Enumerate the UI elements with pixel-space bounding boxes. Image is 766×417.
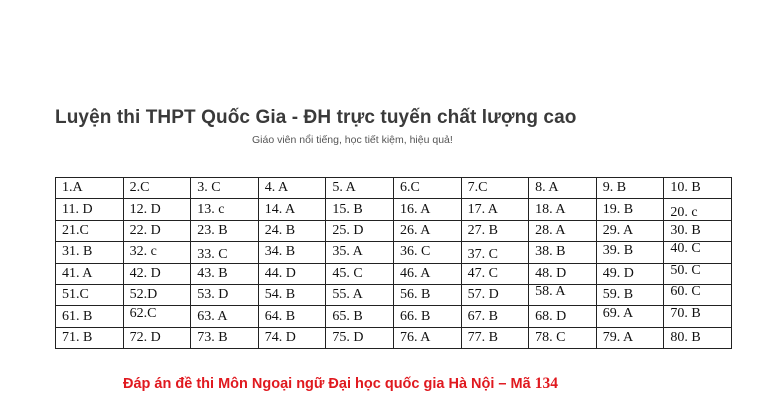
answer-cell: 72. D	[123, 327, 191, 348]
answer-cell: 38. B	[529, 242, 597, 263]
answer-key-table	[55, 177, 732, 349]
answer-cell: 61. B	[56, 306, 124, 327]
answer-cell: 30. B	[664, 220, 732, 241]
answer-cell: 78. C	[529, 327, 597, 348]
answer-cell: 75. D	[326, 327, 394, 348]
answer-row	[56, 263, 732, 284]
answer-cell: 42. D	[123, 263, 191, 284]
answer-cell: 12. D	[123, 199, 191, 220]
answer-cell: 32. c	[123, 242, 191, 263]
answer-cell: 39. B	[596, 241, 664, 262]
page-title: Luyện thi THPT Quốc Gia - ĐH trực tuyến chất lượng cao	[55, 107, 577, 128]
answer-row	[56, 306, 732, 327]
answer-cell: 80. B	[664, 327, 732, 348]
answer-cell: 36. C	[393, 242, 461, 263]
answer-cell: 77. B	[461, 327, 529, 348]
answer-cell: 63. A	[191, 306, 259, 327]
answer-cell: 57. D	[461, 284, 529, 305]
answer-cell: 11. D	[56, 199, 124, 220]
answer-cell: 47. C	[461, 263, 529, 284]
answer-cell: 26. A	[393, 220, 461, 241]
answer-cell: 48. D	[529, 263, 597, 284]
answer-row	[56, 220, 732, 241]
answer-cell: 7.C	[461, 178, 529, 199]
answer-cell: 1.A	[56, 178, 124, 199]
exam-caption-text: Đáp án đề thi Môn Ngoại ngữ Đại học quốc gia Hà Nội – Mã	[123, 376, 531, 392]
answer-cell: 18. A	[529, 199, 597, 220]
answer-cell: 2.C	[123, 178, 191, 199]
answer-cell: 67. B	[461, 306, 529, 327]
answer-cell: 52.D	[123, 284, 191, 305]
answer-cell: 4. A	[258, 178, 326, 199]
answer-cell: 44. D	[258, 263, 326, 284]
answer-cell: 43. B	[191, 263, 259, 284]
answer-cell: 14. A	[258, 199, 326, 220]
answer-cell: 9. B	[596, 178, 664, 199]
answer-cell: 25. D	[326, 220, 394, 241]
answer-cell: 68. D	[529, 306, 597, 327]
answer-cell: 51.C	[56, 284, 124, 305]
answer-cell: 79. A	[596, 327, 664, 348]
answer-cell: 10. B	[664, 178, 732, 199]
answer-cell: 55. A	[326, 284, 394, 305]
answer-cell: 50. C	[664, 260, 732, 281]
answer-cell: 74. D	[258, 327, 326, 348]
answer-cell: 6.C	[393, 178, 461, 199]
answer-cell: 34. B	[258, 242, 326, 263]
answer-cell: 19. B	[596, 199, 664, 220]
answer-cell: 69. A	[596, 303, 664, 324]
answer-cell: 3. C	[191, 178, 259, 199]
answer-cell: 28. A	[529, 220, 597, 241]
answer-cell: 71. B	[56, 327, 124, 348]
answer-cell: 65. B	[326, 306, 394, 327]
answer-cell: 58. A	[529, 281, 597, 302]
answer-cell: 24. B	[258, 220, 326, 241]
answer-cell: 53. D	[191, 284, 259, 305]
answer-cell: 35. A	[326, 242, 394, 263]
answer-row	[56, 199, 732, 220]
answer-row	[56, 178, 732, 199]
answer-cell: 40. C	[664, 239, 732, 260]
answer-cell: 20. c	[664, 202, 732, 223]
answer-cell: 22. D	[123, 220, 191, 241]
answer-cell: 21.C	[56, 220, 124, 241]
answer-cell: 45. C	[326, 263, 394, 284]
exam-caption	[123, 375, 558, 393]
answer-row	[56, 242, 732, 263]
answer-cell: 37. C	[461, 245, 529, 266]
answer-key-body	[56, 178, 732, 349]
answer-cell: 17. A	[461, 199, 529, 220]
answer-cell: 54. B	[258, 284, 326, 305]
answer-cell: 70. B	[664, 303, 732, 324]
answer-cell: 15. B	[326, 199, 394, 220]
answer-cell: 27. B	[461, 220, 529, 241]
answer-cell: 73. B	[191, 327, 259, 348]
answer-row	[56, 327, 732, 348]
answer-cell: 56. B	[393, 284, 461, 305]
answer-cell: 64. B	[258, 306, 326, 327]
answer-cell: 76. A	[393, 327, 461, 348]
answer-cell: 13. c	[191, 199, 259, 220]
answer-cell: 49. D	[596, 263, 664, 284]
page-subtitle: Giáo viên nổi tiếng, học tiết kiệm, hiệu quả!	[252, 134, 453, 146]
answer-cell: 59. B	[596, 284, 664, 305]
answer-cell: 31. B	[56, 242, 124, 263]
answer-cell: 8. A	[529, 178, 597, 199]
exam-code: 134	[534, 375, 558, 392]
answer-cell: 60. C	[664, 281, 732, 302]
answer-cell: 66. B	[393, 306, 461, 327]
answer-cell: 33. C	[191, 245, 259, 266]
answer-cell: 23. B	[191, 220, 259, 241]
answer-cell: 41. A	[56, 263, 124, 284]
answer-cell: 5. A	[326, 178, 394, 199]
answer-cell: 16. A	[393, 199, 461, 220]
answer-cell: 29. A	[596, 220, 664, 241]
answer-cell: 62.C	[123, 303, 191, 324]
answer-cell: 46. A	[393, 263, 461, 284]
